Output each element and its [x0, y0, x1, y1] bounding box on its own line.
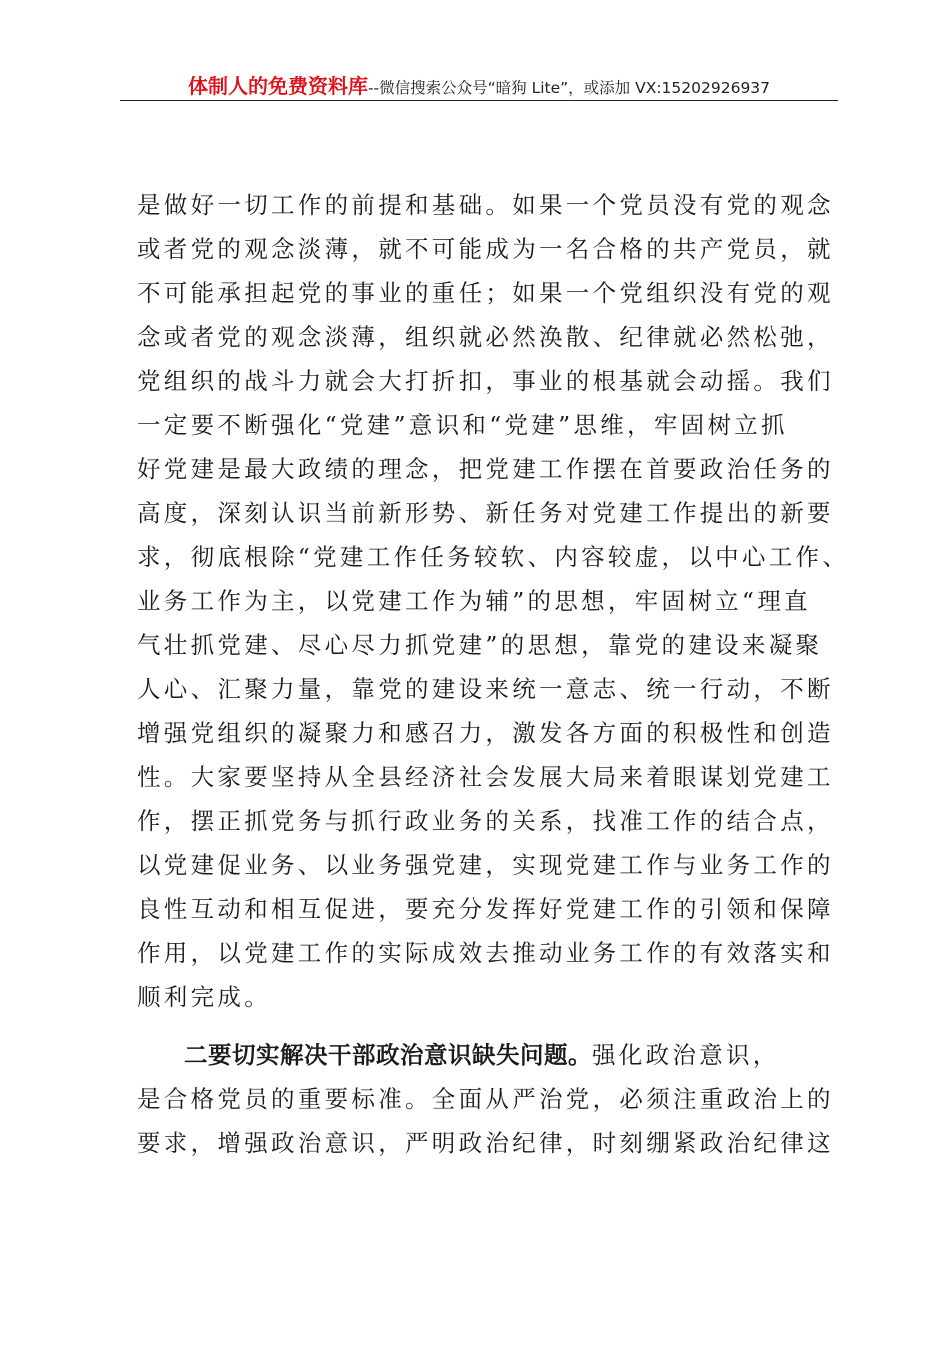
text-line: 要求，增强政治意识，严明政治纪律，时刻绷紧政治纪律这: [137, 1129, 834, 1157]
text-line: 顺利完成。: [137, 983, 271, 1011]
text-line: 作用，以党建工作的实际成效去推动业务工作的有效落实和: [137, 939, 834, 967]
text-line: 求，彻底根除“党建工作任务较软、内容较虚，以中心工作、: [137, 543, 850, 571]
text-line: 是做好一切工作的前提和基础。如果一个党员没有党的观念: [137, 191, 834, 219]
text-line: 气壮抓党建、尽心尽力抓党建”的思想，靠党的建设来凝聚: [137, 631, 823, 659]
text-line: 不可能承担起党的事业的重任；如果一个党组织没有党的观: [137, 279, 834, 307]
text-line: 人心、汇聚力量，靠党的建设来统一意志、统一行动，不断: [137, 675, 834, 703]
text-line: 作，摆正抓党务与抓行政业务的关系，找准工作的结合点，: [137, 807, 834, 835]
text-line: 好党建是最大政绩的理念，把党建工作摆在首要政治任务的: [137, 455, 834, 483]
paragraph-lead-rest: 强化政治意识，: [592, 1041, 780, 1069]
text-line: 一定要不断强化“党建”意识和“党建”思维，牢固树立抓: [137, 411, 788, 439]
page-header: [120, 70, 838, 101]
text-line: 良性互动和相互促进，要充分发挥好党建工作的引领和保障: [137, 895, 834, 923]
text-line: 党组织的战斗力就会大打折扣，事业的根基就会动摇。我们: [137, 367, 834, 395]
document-body: [137, 183, 850, 1165]
header-note: --微信搜索公众号“暗狗 Lite”，或添加 VX:15202926937: [367, 79, 771, 97]
text-line: 高度，深刻认识当前新形势、新任务对党建工作提出的新要: [137, 499, 834, 527]
text-line: 或者党的观念淡薄，就不可能成为一名合格的共产党员，就: [137, 235, 834, 263]
text-line: 增强党组织的凝聚力和感召力，激发各方面的积极性和创造: [137, 719, 834, 747]
paragraph-1: [137, 183, 850, 1019]
text-line: 以党建促业务、以业务强党建，实现党建工作与业务工作的: [137, 851, 834, 879]
text-line-first: [137, 1033, 827, 1077]
paragraph-2: [137, 1033, 834, 1165]
paragraph-lead-heading: 二要切实解决干部政治意识缺失问题。: [184, 1041, 592, 1069]
text-line: 性。大家要坚持从全县经济社会发展大局来着眼谋划党建工: [137, 763, 834, 791]
text-line: 业务工作为主，以党建工作为辅”的思想，牢固树立“理直: [137, 587, 811, 615]
paragraph-gap: [137, 1019, 827, 1033]
text-line: 念或者党的观念淡薄，组织就必然涣散、纪律就必然松弛，: [137, 323, 834, 351]
text-line: 是合格党员的重要标准。全面从严治党，必须注重政治上的: [137, 1085, 834, 1113]
header-brand: 体制人的免费资料库: [187, 74, 368, 98]
